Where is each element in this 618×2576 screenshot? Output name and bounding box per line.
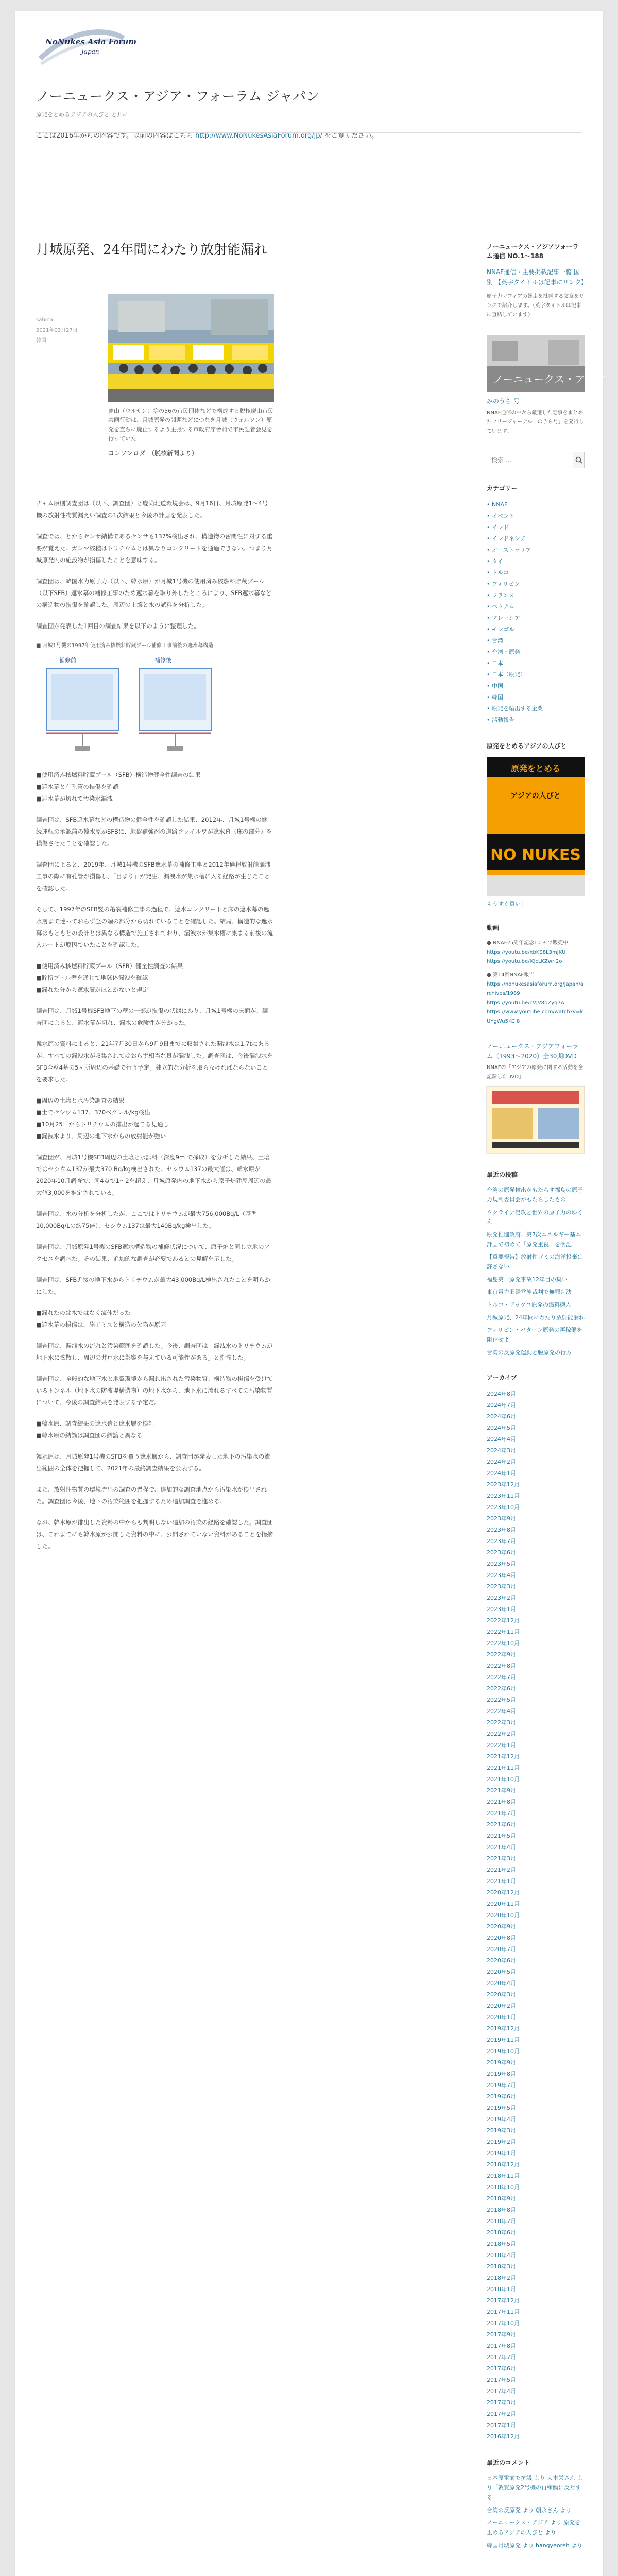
widget-title: 最近の投稿 (487, 1171, 518, 1179)
archive-item[interactable]: 2024年5月 (487, 1425, 516, 1432)
search-button[interactable] (573, 452, 584, 468)
archive-item[interactable]: 2024年8月 (487, 1391, 516, 1398)
body-paragraph: 調査では、とからセンサ結構であるセンサも137%検出され、構造物の密閉性に対する重要が覚えた。ガンマ核種はトリチウムとは異なりコンクリートを通過できない。つまり月城原発内の施設物が損傷したことを意味する。 (36, 533, 273, 564)
archive-item[interactable]: 2022年9月 (487, 1651, 516, 1658)
archive-item[interactable]: 2018年4月 (487, 2252, 516, 2259)
archive-item[interactable]: 2019年12月 (487, 2025, 520, 2032)
recent-comment-item[interactable]: 韓国月城原発 より hangyeoreh より (487, 2541, 583, 2549)
widget-nnaf-bulletin (487, 242, 588, 320)
recent-post-item[interactable]: フィリピン・バターン原発の再稼働を阻止せよ (487, 1327, 582, 1344)
body-paragraph: 韓水原は、月城原発1号機のSFBを覆う遮水層から、調査団が発表した地下の汚染水の流出範囲の全体を把握して、2021年の最終調査結果を公表する。 (36, 1453, 270, 1472)
book-cover[interactable] (487, 757, 585, 896)
book-cover-nonukes: NO NUKES (490, 845, 581, 864)
widget-recent-comments (487, 2458, 585, 2550)
book-cover-title2: アジアの人びと (510, 791, 561, 800)
page (15, 11, 606, 2576)
archive-item[interactable]: 2017年5月 (487, 2377, 516, 2384)
archive-item[interactable]: 2018年12月 (487, 2161, 520, 2168)
diagram-label-after: 補修後 (154, 657, 171, 664)
entry-title: 月城原発、24年間にわたり放射能漏れ (36, 242, 268, 258)
category-item[interactable]: • 台湾・原発 (487, 648, 520, 655)
body-paragraph: 調査団は、SFB近接の地下水からトリチウムが最大43,000Bq/L検出されたことを明らかにした。 (36, 1276, 271, 1295)
archive-item[interactable]: 2020年7月 (487, 1946, 516, 1953)
video-link[interactable]: https://youtu.be/cVJV8bZyq7A (487, 999, 564, 1006)
widget-title: カテゴリー (487, 484, 518, 492)
site-description: 原発をとめるアジアの人びと と共に (36, 111, 129, 118)
recent-post-item[interactable]: 台湾の反原発運動と脱原発の行方 (487, 1349, 572, 1356)
archive-item[interactable]: 2021年10月 (487, 1776, 520, 1783)
body-paragraph: また、放射性物質の環境流出の調査の過程で、追加的な調査地点から汚染水が検出された。調査団は今後、地下の汚染範囲を把握するため追加調査を進める。 (36, 1486, 267, 1505)
archive-item[interactable]: 2024年4月 (487, 1436, 516, 1443)
archive-item[interactable]: 2019年5月 (487, 2105, 516, 2112)
archive-item[interactable]: 2023年8月 (487, 1527, 516, 1534)
archive-item[interactable]: 2021年11月 (487, 1765, 520, 1772)
archive-item[interactable]: 2020年5月 (487, 1969, 516, 1976)
archive-item[interactable]: 2017年12月 (487, 2297, 520, 2304)
category-item[interactable]: • タイ (487, 557, 503, 565)
category-item[interactable]: • イベント (487, 512, 514, 519)
archive-item[interactable]: 2021年2月 (487, 1867, 516, 1874)
sfb-diagram-figure (36, 641, 273, 758)
category-item[interactable]: • 日本 (487, 659, 503, 667)
archive-item[interactable]: 2021年3月 (487, 1855, 516, 1862)
archive-item[interactable]: 2020年12月 (487, 1889, 520, 1896)
recent-post-list (487, 1185, 585, 1358)
archive-item[interactable]: 2023年1月 (487, 1606, 516, 1613)
recent-post-item[interactable]: 原発推進政府、第7次エネルギー基本計画で初めて「原発重視」を明記 (487, 1231, 581, 1248)
archive-item[interactable]: 2024年2月 (487, 1459, 516, 1466)
body-paragraph: 調査団によると、2019年、月城1号機のSFB遮水幕の補修工事と2012年過程放射能漏洩工事の際に有孔管が損傷し、「目まり」が発生、漏洩水が集水槽に入る経路が生じたことを確認した。 (36, 861, 271, 892)
archive-item[interactable]: 2020年10月 (487, 1912, 520, 1919)
journal-banner[interactable] (487, 335, 606, 392)
archive-item[interactable]: 2020年3月 (487, 1991, 516, 1998)
archive-item[interactable]: 2017年6月 (487, 2365, 516, 2372)
archive-item[interactable]: 2021年4月 (487, 1844, 516, 1851)
archive-item[interactable]: 2019年1月 (487, 2150, 516, 2157)
dvd-cover[interactable] (487, 1086, 585, 1153)
widget-book (487, 741, 585, 908)
category-item[interactable]: • インド (487, 523, 509, 531)
archive-item[interactable]: 2018年11月 (487, 2173, 520, 2180)
recent-post-item[interactable]: トルコ・アックユ原発の燃料搬入 (487, 1301, 572, 1309)
widget-search (487, 452, 585, 468)
search-input[interactable] (487, 452, 573, 468)
archive-item[interactable]: 2018年8月 (487, 2207, 516, 2214)
figure-title: ■ 月城1号機の1997年使用済み核燃料貯蔵プール補修工事前後の遮水幕構造 (36, 643, 213, 649)
entry-author[interactable]: sabina (36, 317, 53, 323)
archive-item[interactable]: 2020年9月 (487, 1923, 516, 1930)
bulletin-note: 原子力マフィアの暴走を批判する文章をリンクで紹介します。（英字タイトルは記事に直結しています） (487, 293, 585, 318)
category-item[interactable]: • NNAF (487, 501, 508, 508)
archive-item[interactable]: 2023年7月 (487, 1538, 516, 1545)
archive-item[interactable]: 2019年4月 (487, 2116, 516, 2123)
sfb-diagram (36, 651, 221, 754)
bulletin-index-link[interactable]: NNAF通信・主要掲載記事一覧 国別 【英字タイトルは記事にリンク】 (487, 268, 588, 286)
body-paragraph: 韓水原の資料によると、21年7月30日から9月9日までに収集された漏洩水は1.7tにあるが、すべての漏洩水が収集されてはおらず相当な量が漏洩した。調査団は、今後漏洩水をSFB全壁4基の5ヶ所周辺の基礎で行う予定。独立的な分析を取らなければならないことを要求した。 (36, 1040, 273, 1083)
archive-item[interactable]: 2020年11月 (487, 1901, 520, 1908)
archive-item[interactable]: 2018年5月 (487, 2241, 516, 2248)
category-item[interactable]: • 中国 (487, 682, 503, 689)
notice-prefix: ここは2016年からの内容です。以前の内容は (36, 132, 174, 140)
site-notice (36, 130, 582, 140)
archive-item[interactable]: 2019年6月 (487, 2093, 516, 2100)
site-title[interactable]: ノーニュークス・アジア・フォーラム ジャパン (36, 89, 320, 105)
recent-post-item[interactable]: 月城原発、24年間にわたり放射能漏れ (487, 1314, 585, 1321)
widget-title: 動画 (487, 924, 500, 931)
sidebar (487, 242, 606, 2566)
archive-item[interactable]: 2023年9月 (487, 1515, 516, 1522)
archive-item[interactable]: 2017年2月 (487, 2411, 516, 2418)
body-paragraph: 調査団は、漏洩水の流れと汚染範囲を確認した。今後、調査団は「漏洩水のトリチウムが地下水に拡散し、周辺の井戸水に影響を与えている可能性がある」と指摘した。 (36, 1342, 273, 1361)
archive-item[interactable]: 2017年9月 (487, 2331, 516, 2338)
featured-photo (108, 294, 274, 402)
site-logo[interactable] (36, 23, 137, 72)
featured-figure (108, 294, 274, 487)
archive-item[interactable]: 2020年6月 (487, 1957, 516, 1964)
category-item[interactable]: • フィリピン (487, 580, 520, 587)
archive-item[interactable]: 2018年6月 (487, 2229, 516, 2236)
widget-journal (487, 335, 606, 436)
widget-dvd (487, 1042, 585, 1155)
video-subnote: ● 第14回NNAF報告 (487, 972, 535, 978)
archive-item[interactable]: 2018年3月 (487, 2263, 516, 2270)
widget-title: ノーニュークス・アジアフォーラム通信 NO.1〜188 (487, 243, 579, 260)
entry-date[interactable]: 2021年03月27日 (36, 328, 78, 333)
body-paragraph: 調査団が、月城1号機SFB周辺の土壌と水試料（深度9m で採取）を分析した結果、土壌ではセシウム137が最大370 Bq/kg検出された。セシウム137の最大値は、韓水原が2020年10月調査で、同4点で1〜2を超え、月城原発内の地下水から原子炉建屋周辺の最大値3,000を推定されている。 (36, 1154, 272, 1196)
entry-category[interactable]: 韓国 (36, 338, 46, 344)
header-divider (36, 132, 582, 133)
category-item[interactable]: • オーストラリア (487, 546, 531, 553)
archive-item[interactable]: 2024年7月 (487, 1402, 516, 1409)
body-paragraph: ■漏れたのは水ではなく流体だった ■遮水幕の損傷は、施工ミスと構造の欠陥が原因 (36, 1309, 166, 1328)
widget-video (487, 923, 585, 1026)
archive-item[interactable]: 2022年8月 (487, 1663, 516, 1670)
archive-item[interactable]: 2022年5月 (487, 1697, 516, 1704)
archive-item[interactable]: 2017年3月 (487, 2399, 516, 2406)
search-icon (575, 456, 582, 464)
logo-subtext: Japan (81, 48, 99, 55)
video-link[interactable]: https://www.youtube.com/watch?v=kUYgWu5KCI8 (487, 1009, 583, 1024)
category-item[interactable]: • モンゴル (487, 625, 514, 633)
body-paragraph: 調査団は、全般的な地下水と地盤環境から漏れ出された汚染物質、構造物の損傷を受けているトンネル（地下水の防波堤構造物）の地下水から、地下水に流れるすべての汚染物質について、今後の調査結果を発表する予定だ。 (36, 1375, 273, 1406)
archive-list (487, 1388, 585, 2443)
archive-item[interactable]: 2018年10月 (487, 2184, 520, 2191)
recent-comment-item[interactable]: 日本原電前で抗議 より 大本栄さん より「敦賀原発2号機の再稼働に反対する」 (487, 2475, 583, 2501)
body-paragraph: 調査団は、韓国水力原子力（以下、韓水原）が月城1号機の使用済み核燃料貯蔵プール（以下SFB）遮水幕の補修工事のため遮水幕を取り外したところにより、SFB遮水幕などの構造物の損傷を確認した。周辺の土壌と水の試料を分析した。 (36, 578, 272, 608)
featured-caption: 慶山（ウルサン）等の56の市民団体などで構成する脱核慶山市民共同行動は、月城原発の問題などにつなぎ月城（ウォルソン）原発を直ちに廃止するよう主張する市政府庁舎前で市民記者会見を行っていた (108, 408, 274, 442)
archive-item[interactable]: 2023年12月 (487, 1481, 520, 1488)
body-paragraph: なお、韓水原が排出した資料の中からも判明しない追加の汚染の経路を確認した。調査団は、これまでにも韓水原が公開した資料の中に、公開されていない資料があることを指摘した。 (36, 1519, 273, 1550)
archive-item[interactable]: 2020年4月 (487, 1980, 516, 1987)
archive-item[interactable]: 2019年7月 (487, 2082, 516, 2089)
archive-item[interactable]: 2022年12月 (487, 1617, 520, 1624)
archive-item[interactable]: 2018年2月 (487, 2275, 516, 2282)
archive-item[interactable]: 2021年8月 (487, 1799, 516, 1806)
video-link[interactable]: https://youtu.be/IQcLKZwrl2o (487, 958, 562, 964)
archive-item[interactable]: 2024年3月 (487, 1447, 516, 1454)
archive-item[interactable]: 2022年4月 (487, 1708, 516, 1715)
widget-archives (487, 1373, 585, 2443)
body-paragraph: ■周辺の土壌と水汚染調査の結果 ■土でセシウム137、370ベクレル/kg検出 ■10月25日からトリチウムの排出が起こる見通し ■漏洩水より、周辺の地下水からの放射能が強い (36, 1097, 169, 1140)
widget-categories (487, 484, 585, 726)
body-paragraph: チャム原則調査団は（以下、調査団）と慶尚北道環境会は、9月16日、月城原発1〜4号機の放射性物質漏えい調査の1次結果と今後の計画を発表した。 (36, 500, 268, 519)
archive-item[interactable]: 2024年6月 (487, 1413, 516, 1420)
archive-item[interactable]: 2019年8月 (487, 2071, 516, 2078)
archive-item[interactable]: 2017年7月 (487, 2354, 516, 2361)
main-content (36, 228, 453, 1550)
body-paragraph: そして、1997年のSFB竪の亀裂補修工事の過程で、遮水コンクリートと床の遮水幕の遮水層まで達っておらず竪の端の部分から切れていることを確認した。結局、構造的な遮水幕はもともとの設計とは異なる構造で施工されており、漏洩水が集水槽に集まる前後の流入ルートが原因でいたことを確認した。 (36, 906, 273, 948)
archive-item[interactable]: 2020年2月 (487, 2003, 516, 2010)
recent-post-item[interactable]: 【重要報告】放射性ゴミの海洋投棄は許さない (487, 1253, 583, 1270)
category-item[interactable]: • 活動報告 (487, 716, 514, 723)
journal-banner-text: ノーニュークス・アジア (493, 372, 606, 385)
notice-suffix: をご覧ください。 (322, 132, 378, 140)
journal-note: NNAF通信の中から厳選した記事をまとめたフリージャーナル「のうら号」を発行しています。 (487, 410, 584, 434)
category-item[interactable]: • インドネシア (487, 535, 526, 542)
recent-comment-list (487, 2473, 585, 2550)
widget-title: アーカイブ (487, 1374, 517, 1382)
archive-item[interactable]: 2017年1月 (487, 2422, 516, 2429)
video-link[interactable]: https://nonukesasiaforum.org/japan/archives/1989 (487, 981, 584, 996)
body-paragraph: 調査団は、月城原発1号機のSFB遮水構造物の補修状況について、原子炉と同じ立地のアクセスを調べた。その結果、追加的な調査が必要であるとの見解を示した。 (36, 1243, 270, 1262)
archive-item[interactable]: 2021年1月 (487, 1878, 516, 1885)
body-paragraph: 調査団が発表した1回目の調査結果を以下のように整理した。 (36, 622, 200, 630)
recent-post-item[interactable]: ウクライナ侵攻と世界の原子力のゆくえ (487, 1209, 583, 1226)
archive-item[interactable]: 2022年3月 (487, 1719, 516, 1726)
logo-text: NoNukes Asia Forum (45, 37, 137, 46)
archive-item[interactable]: 2022年7月 (487, 1674, 516, 1681)
book-cover-title: 原発をとめる (510, 763, 561, 773)
site-header (15, 11, 603, 228)
archive-item[interactable]: 2019年3月 (487, 2127, 516, 2134)
category-item[interactable]: • マレーシア (487, 614, 520, 621)
archive-item[interactable]: 2019年2月 (487, 2139, 516, 2146)
widget-title: 最近のコメント (487, 2459, 530, 2467)
recent-comment-item[interactable]: 台湾の反原発 より 朝永さん より (487, 2506, 572, 2514)
archive-item[interactable]: 2020年1月 (487, 2014, 516, 2021)
archive-item[interactable]: 2017年8月 (487, 2343, 516, 2350)
archive-item[interactable]: 2019年9月 (487, 2059, 516, 2066)
post-byline: ヨンソンロダ （脱核新聞より） (108, 450, 198, 457)
category-item[interactable]: • 原発を輸出する企業 (487, 705, 543, 712)
book-link[interactable]: もうすぐ買い！ (487, 900, 526, 907)
archive-item[interactable]: 2017年11月 (487, 2309, 520, 2316)
recent-post-item[interactable]: 台湾の原発輸出がもたらす福島の原子力規制委員会がもたらしたもの (487, 1187, 583, 1203)
archive-item[interactable]: 2022年11月 (487, 1629, 520, 1636)
recent-comment-item[interactable]: ノーニュークス・アジア より 原発を止めるアジアの人びと より (487, 2519, 581, 2536)
widget-title: 原発をとめるアジアの人びと (487, 742, 567, 750)
archive-item[interactable]: 2018年1月 (487, 2286, 516, 2293)
category-item[interactable]: • 韓国 (487, 693, 503, 701)
body-paragraph: 調査団は、月城1号機SFB地下の壁の一部が損傷の状態にあり、月城1号機の床面が、調査団によると、遮水幕が切れ、漏水の危険性が分かった。 (36, 1007, 268, 1026)
journal-sub-link[interactable]: みのうら 号 (487, 397, 520, 405)
archive-item[interactable]: 2021年7月 (487, 1810, 516, 1817)
video-note: ● NNAF25周年記念Tシャツ販売中 (487, 940, 569, 946)
archive-item[interactable]: 2024年1月 (487, 1470, 516, 1477)
archive-item[interactable]: 2021年9月 (487, 1787, 516, 1794)
archive-item[interactable]: 2018年9月 (487, 2195, 516, 2202)
recent-post-item[interactable]: 東京電力旧経営陣裁判で無罪判決 (487, 1289, 572, 1296)
category-item[interactable]: • トルコ (487, 569, 509, 576)
diagram-label-before: 補修前 (59, 657, 76, 664)
widget-recent-posts (487, 1170, 585, 1358)
video-link[interactable]: https://youtu.be/xbKS8L3mJKU (487, 949, 566, 955)
archive-item[interactable]: 2023年2月 (487, 1595, 516, 1602)
archive-item[interactable]: 2023年10月 (487, 1504, 520, 1511)
archive-item[interactable]: 2019年10月 (487, 2048, 520, 2055)
archive-item[interactable]: 2020年8月 (487, 1935, 516, 1942)
archive-item[interactable]: 2022年1月 (487, 1742, 516, 1749)
dvd-note: NNAFの「アジアの原発に関する活動を全記録したDVD」 (487, 1065, 583, 1080)
body-paragraph: 調査団は、水の分析を分析したが、ここではトリチウムが最大756,000Bq/L（基準10,000Bq/Lの約75倍）、セシウム137は最大140Bq/kg検出した。 (36, 1210, 258, 1229)
archive-item[interactable]: 2021年12月 (487, 1753, 520, 1760)
category-item[interactable]: • フランス (487, 591, 514, 599)
archive-item[interactable]: 2021年5月 (487, 1833, 516, 1840)
archive-item[interactable]: 2023年3月 (487, 1583, 516, 1590)
category-item[interactable]: • 日本（原発） (487, 671, 526, 678)
category-list (487, 499, 585, 726)
notice-link[interactable]: こちら http://www.NoNukesAsiaForum.org/jp/ (173, 132, 322, 140)
body-paragraph: ■韓水原、調査結果の遮水幕と遮水層を検証 ■韓水原の結論は調査団の結論と異なる (36, 1420, 154, 1439)
category-item[interactable]: • 台湾 (487, 637, 503, 644)
category-item[interactable]: • ベトナム (487, 603, 514, 610)
archive-item[interactable]: 2018年7月 (487, 2218, 516, 2225)
body-paragraph: ■使用済み核燃料貯蔵プール（SFB）健全性調査の結果 ■貯留プール壁を通じて地球体漏洩を確認 ■漏れた分から遮水層がほとかないと規定 (36, 962, 183, 993)
archive-item[interactable]: 2021年6月 (487, 1821, 516, 1828)
recent-post-item[interactable]: 福島第一原発事故12年目の集い (487, 1276, 568, 1283)
search-form (487, 452, 585, 468)
archive-item[interactable]: 2022年2月 (487, 1731, 516, 1738)
archive-item[interactable]: 2023年6月 (487, 1549, 516, 1556)
dvd-link[interactable]: ノーニュークス・アジアフォーラム（1993〜2020）全30期DVD (487, 1042, 579, 1060)
entry-content (36, 498, 273, 1562)
archive-item[interactable]: 2017年10月 (487, 2320, 520, 2327)
archive-item[interactable]: 2023年4月 (487, 1572, 516, 1579)
archive-item[interactable]: 2016年12月 (487, 2433, 520, 2441)
archive-item[interactable]: 2023年5月 (487, 1561, 516, 1568)
body-paragraph: 調査団は、SFB遮水幕などの構造物の健全性を確認した結果、2012年、月城1号機の継続運転の承認前の韓水原がSFBに、地盤補強剤の道路ファイルワが遮水幕（床の部分）を損傷させたことを確認した。 (36, 816, 272, 847)
archive-item[interactable]: 2022年10月 (487, 1640, 520, 1647)
body-paragraph: ■使用済み核燃料貯蔵プール（SFB）構造物健全性調査の結果 ■遮水幕と有孔管の損傷を確認 ■遮水幕が切れて汚染水漏洩 (36, 771, 201, 802)
archive-item[interactable]: 2023年11月 (487, 1493, 520, 1500)
archive-item[interactable]: 2019年11月 (487, 2037, 520, 2044)
archive-item[interactable]: 2017年4月 (487, 2388, 516, 2395)
archive-item[interactable]: 2022年6月 (487, 1685, 516, 1692)
